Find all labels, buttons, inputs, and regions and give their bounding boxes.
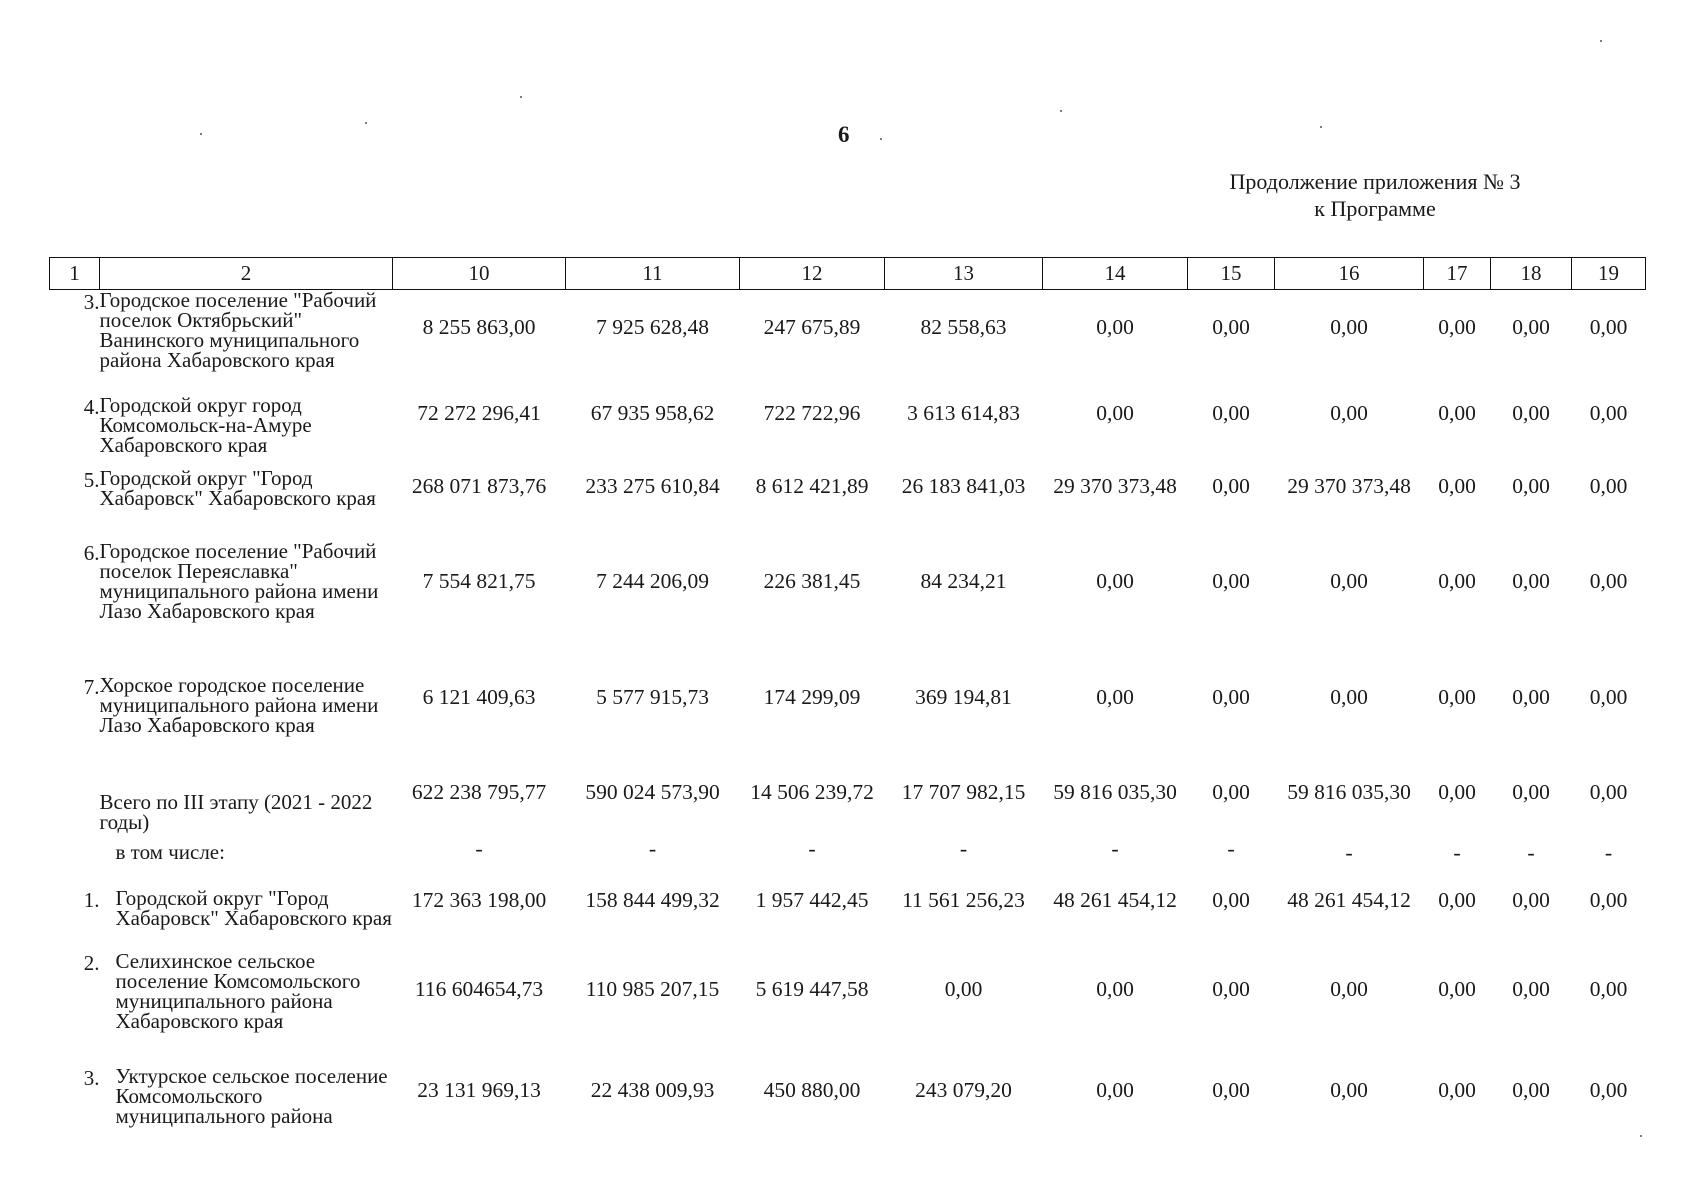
cell-col-16: 0,00: [1330, 400, 1368, 425]
cell-col-19: 0,00: [1589, 473, 1628, 498]
row-name: Селихинское сельское поселение Комсомольского муниципального района Хабаровского края: [115, 948, 361, 1033]
cell-col-17: 0,00: [1438, 684, 1476, 709]
total-row: [50, 778, 1646, 836]
cell-col-10: 116 604654,73: [414, 976, 544, 1001]
cell-col-12: 5 619 447,58: [755, 976, 869, 1001]
page-number: 6: [838, 122, 850, 147]
cell-col-15: 0,00: [1212, 684, 1250, 709]
cell-col-11: 590 024 573,90: [585, 779, 720, 804]
cell-col-11: 110 985 207,15: [585, 976, 720, 1001]
cell-col-13: 11 561 256,23: [902, 887, 1025, 912]
scan-speck: [880, 138, 882, 140]
cell-col-15: 0,00: [1212, 976, 1250, 1001]
cell-col-14: 0,00: [1096, 1077, 1134, 1102]
cell-col-10: 268 071 873,76: [411, 473, 547, 498]
financing-table: [49, 257, 1646, 1166]
row-number: 6.: [83, 540, 100, 565]
cell-col-16: 29 370 373,48: [1287, 473, 1411, 498]
scan-speck: [520, 96, 522, 98]
cell-col-18: 0,00: [1512, 976, 1550, 1001]
cell-col-16: 0,00: [1330, 568, 1368, 593]
table-row: [50, 874, 1646, 951]
cell-col-16: 0,00: [1330, 315, 1368, 339]
cell-col-16: 0,00: [1330, 976, 1368, 1001]
cell-col-10: 6 121 409,63: [422, 684, 536, 709]
table-row: [50, 1066, 1646, 1166]
header-col-13: 13: [885, 258, 1043, 290]
cell-col-18: 0,00: [1512, 473, 1550, 498]
cell-col-17: -: [1453, 839, 1461, 865]
cell-col-13: 82 558,63: [920, 315, 1007, 339]
cell-col-15: 0,00: [1212, 473, 1250, 498]
cell-col-19: 0,00: [1589, 1077, 1628, 1102]
header-col-12: 12: [740, 258, 885, 290]
row-number: 5.: [83, 467, 100, 492]
cell-col-11: 158 844 499,32: [585, 887, 720, 912]
cell-col-15: 0,00: [1212, 887, 1250, 912]
cell-col-14: 48 261 454,12: [1053, 887, 1177, 912]
cell-col-10: 7 554 821,75: [422, 568, 536, 593]
cell-col-19: 0,00: [1589, 400, 1628, 425]
cell-col-13: -: [959, 835, 968, 861]
header-col-15: 15: [1188, 258, 1275, 290]
cell-col-12: 247 675,89: [763, 315, 861, 339]
cell-col-18: 0,00: [1512, 779, 1550, 804]
cell-col-17: 0,00: [1438, 315, 1476, 339]
cell-col-18: 0,00: [1512, 568, 1550, 593]
cell-col-18: 0,00: [1512, 887, 1550, 912]
row-name: Хорское городское поселение муниципального района имени Лазо Хабаровского края: [99, 672, 379, 737]
cell-col-11: 67 935 958,62: [590, 400, 715, 425]
cell-col-12: 8 612 421,89: [755, 473, 869, 498]
cell-col-16: -: [1345, 839, 1353, 865]
row-name: Городское поселение "Рабочий поселок Переяславка" муниципального района имени Лазо Хабаровского края: [99, 538, 379, 623]
cell-col-10: 72 272 296,41: [417, 400, 541, 425]
including-row: [50, 836, 1646, 874]
cell-col-11: 7 925 628,48: [596, 315, 709, 339]
cell-col-12: 722 722,96: [763, 400, 861, 425]
table-row: [50, 675, 1646, 778]
cell-col-10: 23 131 969,13: [417, 1077, 541, 1102]
scan-speck: [365, 122, 367, 124]
header-col-16: 16: [1275, 258, 1424, 290]
row-name: Городское поселение "Рабочий поселок Октябрьский" Ванинского муниципального района Хабаровского края: [99, 288, 377, 372]
cell-col-13: 17 707 982,15: [901, 779, 1026, 804]
cell-col-14: 0,00: [1096, 976, 1134, 1001]
cell-col-19: 0,00: [1589, 976, 1628, 1001]
cell-col-14: 0,00: [1096, 684, 1134, 709]
cell-col-15: 0,00: [1212, 400, 1250, 425]
cell-col-17: 0,00: [1438, 976, 1476, 1001]
cell-col-15: 0,00: [1212, 315, 1250, 339]
cell-col-15: 0,00: [1212, 568, 1250, 593]
row-number: 4.: [83, 394, 100, 419]
row-name: Всего по III этапу (2021 - 2022 годы): [99, 789, 373, 834]
cell-col-19: 0,00: [1589, 315, 1628, 339]
row-number: [50, 836, 100, 874]
table-row: [50, 468, 1646, 541]
header-col-1: 1: [50, 258, 100, 290]
cell-col-16: 48 261 454,12: [1287, 887, 1411, 912]
cell-col-18: 0,00: [1512, 684, 1550, 709]
cell-col-13: 84 234,21: [920, 568, 1007, 593]
cell-col-17: 0,00: [1438, 779, 1476, 804]
cell-col-13: 0,00: [944, 976, 983, 1001]
cell-col-13: 3 613 614,83: [907, 400, 1020, 425]
cell-col-12: 14 506 239,72: [750, 779, 874, 804]
cell-col-12: 1 957 442,45: [755, 887, 869, 912]
cell-col-17: 0,00: [1438, 568, 1476, 593]
scan-speck: [200, 133, 202, 135]
cell-col-14: 0,00: [1096, 315, 1134, 339]
cell-col-12: 174 299,09: [763, 684, 861, 709]
header-row: [50, 258, 1646, 290]
table-row: [50, 395, 1646, 468]
cell-col-11: 7 244 206,09: [596, 568, 709, 593]
cell-col-14: -: [1111, 835, 1119, 861]
cell-col-11: 233 275 610,84: [585, 473, 720, 498]
cell-col-19: 0,00: [1589, 568, 1628, 593]
appendix-line-2: к Программе: [1314, 196, 1436, 221]
cell-col-16: 0,00: [1330, 1077, 1368, 1102]
cell-col-11: 22 438 009,93: [590, 1077, 715, 1102]
cell-col-15: -: [1227, 835, 1235, 861]
cell-col-12: -: [808, 835, 816, 861]
cell-col-12: 450 880,00: [763, 1077, 861, 1102]
row-number: [50, 778, 100, 836]
cell-col-13: 369 194,81: [915, 684, 1012, 709]
cell-col-15: 0,00: [1212, 779, 1250, 804]
row-number: 3.: [83, 1065, 100, 1090]
row-number: 3.: [83, 290, 100, 314]
header-col-2: 2: [100, 258, 393, 290]
cell-col-11: -: [648, 835, 657, 861]
cell-col-17: 0,00: [1438, 1077, 1476, 1102]
header-col-10: 10: [393, 258, 566, 290]
row-number: 2.: [83, 950, 100, 975]
scan-speck: [1320, 126, 1322, 128]
appendix-line-1: Продолжение приложения № 3: [1229, 169, 1521, 194]
header-col-11: 11: [566, 258, 740, 290]
table-row: [50, 290, 1646, 395]
cell-col-16: 59 816 035,30: [1287, 779, 1411, 804]
cell-col-18: 0,00: [1512, 1077, 1550, 1102]
cell-col-18: -: [1527, 839, 1535, 865]
cell-col-18: 0,00: [1512, 315, 1550, 339]
row-name: Уктурское сельское поселение Комсомольского муниципального района: [115, 1063, 388, 1128]
header-col-19: 19: [1572, 258, 1646, 290]
header-col-14: 14: [1043, 258, 1188, 290]
cell-col-19: 0,00: [1589, 684, 1628, 709]
cell-col-10: 172 363 198,00: [411, 887, 547, 912]
cell-col-14: 59 816 035,30: [1053, 779, 1177, 804]
header-col-18: 18: [1491, 258, 1572, 290]
table-row: [50, 951, 1646, 1066]
cell-col-10: 622 238 795,77: [411, 779, 547, 804]
appendix-caption: [1180, 168, 1570, 222]
cell-col-12: 226 381,45: [763, 568, 861, 593]
cell-col-14: 0,00: [1096, 400, 1134, 425]
scan-speck: [1640, 1135, 1642, 1137]
row-number: 1.: [83, 887, 100, 912]
cell-col-15: 0,00: [1212, 1077, 1250, 1102]
cell-col-14: 29 370 373,48: [1053, 473, 1177, 498]
cell-col-13: 26 183 841,03: [901, 473, 1026, 498]
cell-col-17: 0,00: [1438, 400, 1476, 425]
scan-speck: [1060, 110, 1062, 112]
cell-col-19: -: [1604, 839, 1613, 865]
row-name: Городской округ "Город Хабаровск" Хабаровского края: [99, 465, 376, 510]
header-col-17: 17: [1424, 258, 1491, 290]
cell-col-11: 5 577 915,73: [596, 684, 709, 709]
cell-col-10: 8 255 863,00: [422, 315, 536, 339]
table-row: [50, 541, 1646, 675]
cell-col-19: 0,00: [1589, 779, 1628, 804]
row-name: Городской округ город Комсомольск-на-Амуре Хабаровского края: [99, 392, 312, 457]
cell-col-13: 243 079,20: [915, 1077, 1012, 1102]
cell-col-19: 0,00: [1589, 887, 1628, 912]
cell-col-16: 0,00: [1330, 684, 1368, 709]
cell-col-17: 0,00: [1438, 473, 1476, 498]
cell-col-18: 0,00: [1512, 400, 1550, 425]
cell-col-10: -: [475, 835, 483, 861]
row-number: 7.: [83, 674, 100, 699]
row-name: в том числе:: [115, 839, 225, 864]
row-name: Городской округ "Город Хабаровск" Хабаровского края: [115, 885, 392, 930]
cell-col-17: 0,00: [1438, 887, 1476, 912]
cell-col-14: 0,00: [1096, 568, 1134, 593]
scan-speck: [1600, 40, 1602, 42]
